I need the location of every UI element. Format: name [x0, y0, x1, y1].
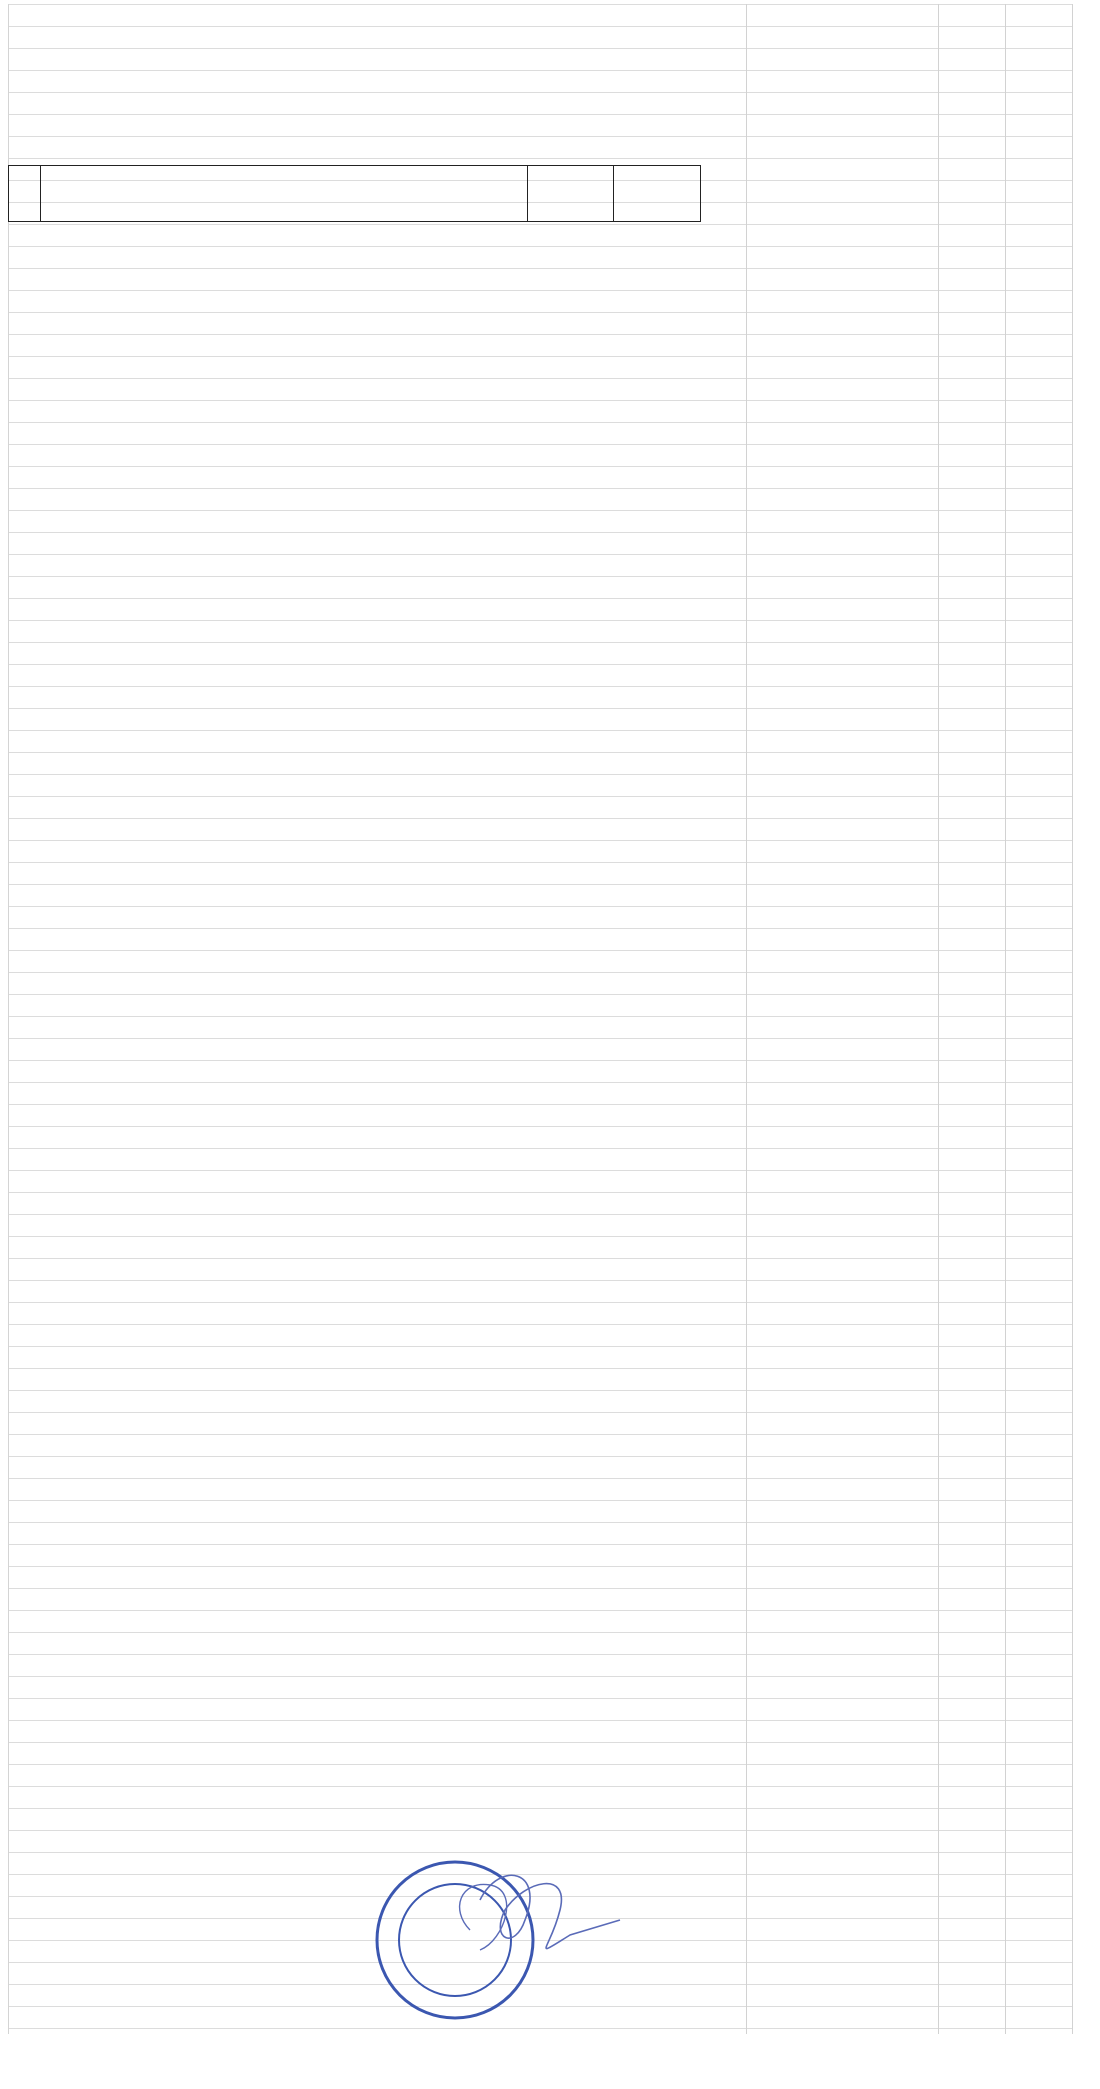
- clinic-stamp: [330, 1840, 630, 2020]
- table-header-row: [9, 166, 701, 222]
- grid-column-line: [938, 4, 939, 2034]
- grid-column-line: [1005, 4, 1006, 2034]
- header-cost-2: [614, 166, 701, 222]
- estimate-table: [8, 165, 701, 222]
- stamp-outer-ring: [377, 1862, 533, 2018]
- spreadsheet-grid: [8, 4, 1072, 2034]
- header-num: [9, 166, 41, 222]
- header-cost-1: [528, 166, 614, 222]
- header-name: [40, 166, 527, 222]
- grid-column-line: [1072, 4, 1073, 2034]
- grid-column-line: [746, 4, 747, 2034]
- signature-scribble: [480, 1875, 620, 1948]
